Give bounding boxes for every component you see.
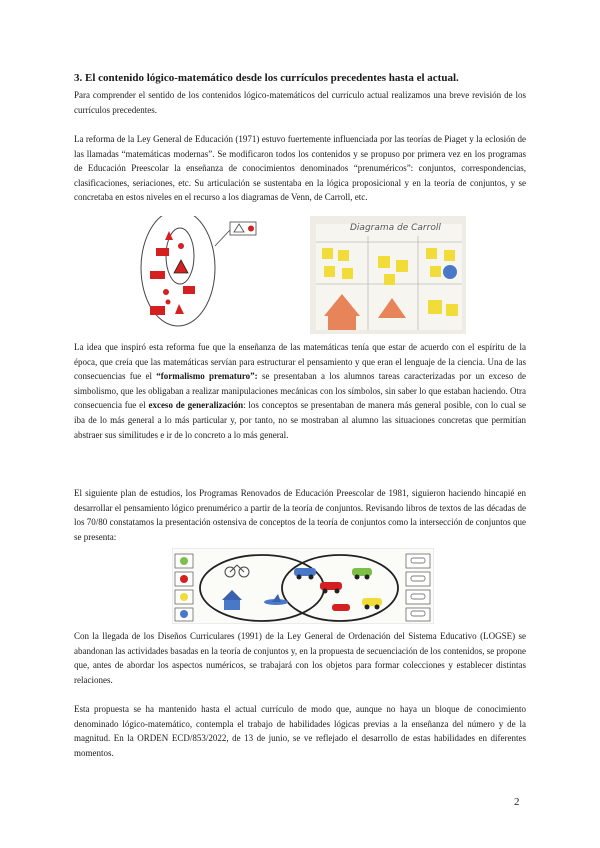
yellow-square bbox=[446, 304, 458, 316]
reform-1971-paragraph: La reforma de la Ley General de Educación (1971) estuvo fuertemente influenciada por las teorías de Piaget y la eclosión de las llamadas “matemáticas modernas”. Se modificaron todos los contenidos y se propuso por primera vez en los programas de Educación Preescolar la enseñanza de conocimientos denominados “prenuméricos”: conjuntos, correspondencias, clasificaciones, seriaciones, etc. Su articulación se sustentaba en la lógica proposicional y en la teoría de conjuntos, y se concretaba en estos niveles en el recurso a los diagramas de Venn, de Carroll, etc. bbox=[74, 134, 526, 203]
red-circle-shape bbox=[166, 300, 171, 305]
red-rectangle-shape bbox=[183, 286, 195, 294]
yellow-square bbox=[444, 250, 455, 261]
reform-ideas-text-1: La idea que inspiró esta reforma fue que la enseñanza de las matemáticas tenía que estar de acuerdo con el espíritu de la época, que creía que las matemáticas servían para estructurar el pensamiento y que eran el lenguaje de la ciencia. Una de las consecuencias fue el bbox=[74, 342, 526, 382]
current-curriculum-paragraph: Esta propuesta se ha mantenido hasta el actual currículo de modo que, aunque no haya un bloque de conocimiento denominado lógico-matemático, contempla el trabajo de habilidades lógicas previas a la enseñanza del número y de la magnitud. En la ORDEN ECD/853/2022, de 13 de junio, se ve reflejado el desarrollo de estas habilidades en diferentes momentos. bbox=[74, 704, 526, 758]
carroll-diagram-photo bbox=[310, 216, 466, 334]
yellow-square bbox=[396, 260, 408, 272]
red-circle-shape bbox=[178, 243, 184, 249]
yellow-square bbox=[342, 268, 353, 279]
reform-ideas-text-2: se presentaban a los alumnos tareas caracterizadas por un exceso de simbolismo, que les obligaban a realizar manipulaciones mecánicas con los símbolos, sin saber lo que estaban haciendo. Otra consecuencia fue el bbox=[74, 371, 526, 411]
yellow-square bbox=[322, 248, 333, 259]
legend-circle-icon bbox=[248, 226, 254, 232]
formalismo-prematuro-term: “formalismo prematuro”: bbox=[156, 371, 258, 382]
section-heading: 3. El contenido lógico-matemático desde los currículos precedentes hasta el actual. bbox=[74, 72, 459, 84]
reform-ideas-paragraph bbox=[74, 340, 526, 442]
exceso-generalizacion-term: exceso de generalización bbox=[148, 400, 244, 411]
carroll-photo-title: Diagrama de Carroll bbox=[350, 223, 441, 233]
salmon-rectangle bbox=[328, 316, 356, 330]
set-intersection-figure bbox=[172, 548, 434, 624]
yellow-square bbox=[430, 266, 441, 277]
venn-diagram-drawing bbox=[141, 216, 256, 326]
logse-1991-paragraph: Con la llegada de los Diseños Curriculares (1991) de la Ley General de Ordenación del Sistema Educativo (LOGSE) se abandonan las actividades basadas en la teoría de conjuntos y, en la propuesta de secuenciación de los contenidos, se propone que, antes de abordar los aspectos numéricos, se trabajará con los objetos para formar colecciones y establecer distintas relaciones. bbox=[74, 631, 526, 685]
red-rectangle-shape bbox=[156, 248, 169, 256]
intro-paragraph: Para comprender el sentido de los contenidos lógico-matemáticos del currículo actual realizamos una breve revisión de los currículos precedentes. bbox=[74, 90, 526, 115]
red-rectangle-shape bbox=[150, 306, 165, 315]
yellow-square bbox=[384, 274, 395, 285]
page-number: 2 bbox=[514, 796, 520, 808]
programs-1981-paragraph: El siguiente plan de estudios, los Programas Renovados de Educación Preescolar de 1981, siguieron haciendo hincapié en desarrollar el pensamiento lógico prenumérico a partir de la teoría de conjuntos. Revisando libros de textos de las décadas de los 70/80 constatamos la presentación ostensiva de conceptos de la teoría de conjuntos como la intersección de conjuntos que se presenta: bbox=[74, 488, 526, 542]
venn-and-carroll-figure bbox=[128, 216, 476, 336]
blue-circle bbox=[443, 265, 457, 279]
yellow-square bbox=[426, 248, 437, 259]
yellow-square bbox=[338, 250, 349, 261]
red-circle-shape bbox=[163, 289, 169, 295]
yellow-square bbox=[428, 300, 442, 314]
yellow-square bbox=[378, 256, 390, 268]
yellow-square bbox=[324, 266, 335, 277]
red-rectangle-shape bbox=[150, 271, 165, 279]
reform-ideas-text-3: : los conceptos se presentaban de manera más general posible, con lo cual se iba de lo más general a lo más particular y, por tanto, no se mostraban al alumno las situaciones concretas que permitían abstraer sus similitudes e ir de lo concreto a lo más general. bbox=[74, 400, 526, 440]
